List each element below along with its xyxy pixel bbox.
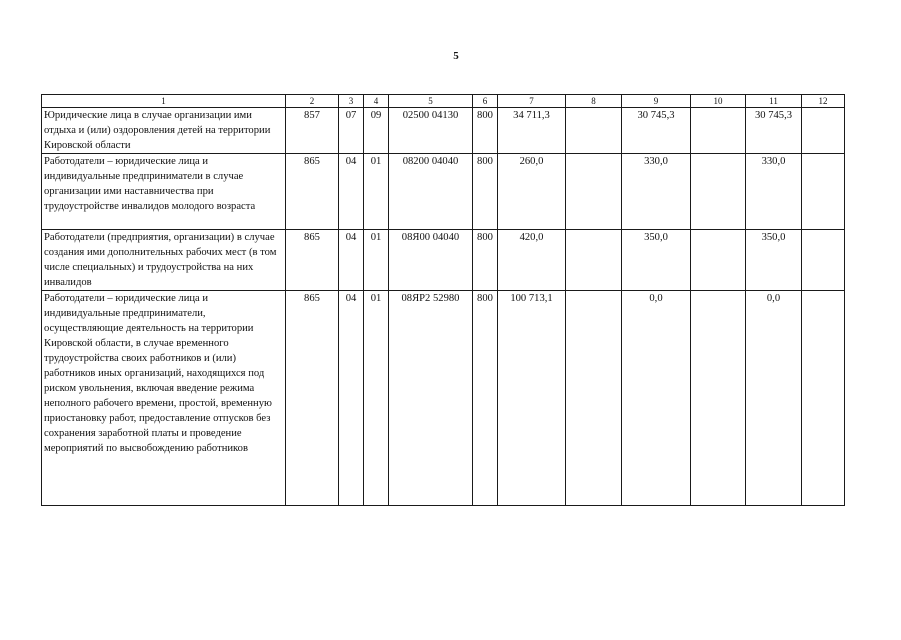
cell-value — [691, 291, 746, 506]
column-header: 11 — [746, 95, 802, 108]
cell-section: 07 — [339, 108, 364, 154]
cell-expense-type: 800 — [473, 230, 498, 291]
cell-value — [802, 230, 845, 291]
cell-target-article: 08200 04040 — [389, 154, 473, 230]
cell-value: 100 713,1 — [498, 291, 566, 506]
cell-value: 420,0 — [498, 230, 566, 291]
cell-value — [802, 291, 845, 506]
table-row — [42, 154, 845, 230]
row-description: Работодатели (предприятия, организации) в случае создания ими дополнительных рабочих мест (в том числе специальных) и трудоустройства на них инвалидов — [42, 230, 286, 291]
cell-value — [691, 230, 746, 291]
cell-value — [802, 108, 845, 154]
cell-value: 30 745,3 — [622, 108, 691, 154]
cell-value: 30 745,3 — [746, 108, 802, 154]
cell-value — [566, 291, 622, 506]
cell-section: 04 — [339, 230, 364, 291]
cell-ministry-code: 865 — [286, 291, 339, 506]
column-header: 5 — [389, 95, 473, 108]
cell-subsection: 01 — [364, 154, 389, 230]
cell-ministry-code: 857 — [286, 108, 339, 154]
column-header: 1 — [42, 95, 286, 108]
row-description: Юридические лица в случае организации ими отдыха и (или) оздоровления детей на территории Кировской области — [42, 108, 286, 154]
cell-expense-type: 800 — [473, 108, 498, 154]
budget-table — [41, 94, 845, 506]
column-header: 10 — [691, 95, 746, 108]
cell-ministry-code: 865 — [286, 230, 339, 291]
column-header: 12 — [802, 95, 845, 108]
cell-target-article: 02500 04130 — [389, 108, 473, 154]
cell-value — [691, 154, 746, 230]
cell-section: 04 — [339, 291, 364, 506]
row-description: Работодатели – юридические лица и индивидуальные предприниматели, осуществляющие деятельность на территории Кировской области, в случае временного трудоустройства своих работников и (или) работников иных организаций, находящихся под риском увольнения, включая введение режима неполного рабочего времени, простой, временную приостановку работ, предоставление отпусков без сохранения заработной платы и проведение мероприятий по высвобождению работников — [42, 291, 286, 506]
cell-expense-type: 800 — [473, 291, 498, 506]
column-header: 2 — [286, 95, 339, 108]
column-header: 3 — [339, 95, 364, 108]
table-row — [42, 230, 845, 291]
cell-section: 04 — [339, 154, 364, 230]
cell-value: 0,0 — [746, 291, 802, 506]
cell-target-article: 08ЯР2 52980 — [389, 291, 473, 506]
column-header: 7 — [498, 95, 566, 108]
cell-value — [566, 108, 622, 154]
cell-expense-type: 800 — [473, 154, 498, 230]
cell-subsection: 01 — [364, 230, 389, 291]
cell-value — [566, 230, 622, 291]
column-header: 9 — [622, 95, 691, 108]
cell-subsection: 09 — [364, 108, 389, 154]
cell-value — [566, 154, 622, 230]
cell-value: 330,0 — [746, 154, 802, 230]
column-header: 4 — [364, 95, 389, 108]
cell-value: 34 711,3 — [498, 108, 566, 154]
cell-value — [802, 154, 845, 230]
cell-ministry-code: 865 — [286, 154, 339, 230]
table-row — [42, 108, 845, 154]
cell-target-article: 08Я00 04040 — [389, 230, 473, 291]
cell-value: 330,0 — [622, 154, 691, 230]
cell-value: 0,0 — [622, 291, 691, 506]
table-row — [42, 291, 845, 506]
cell-value: 350,0 — [746, 230, 802, 291]
row-description: Работодатели – юридические лица и индивидуальные предприниматели в случае организации ими наставничества при трудоустройстве инвалидов молодого возраста — [42, 154, 286, 230]
cell-value — [691, 108, 746, 154]
cell-value: 350,0 — [622, 230, 691, 291]
cell-subsection: 01 — [364, 291, 389, 506]
page-number: 5 — [453, 50, 459, 62]
header-row — [42, 95, 845, 108]
column-header: 8 — [566, 95, 622, 108]
cell-value: 260,0 — [498, 154, 566, 230]
column-header: 6 — [473, 95, 498, 108]
